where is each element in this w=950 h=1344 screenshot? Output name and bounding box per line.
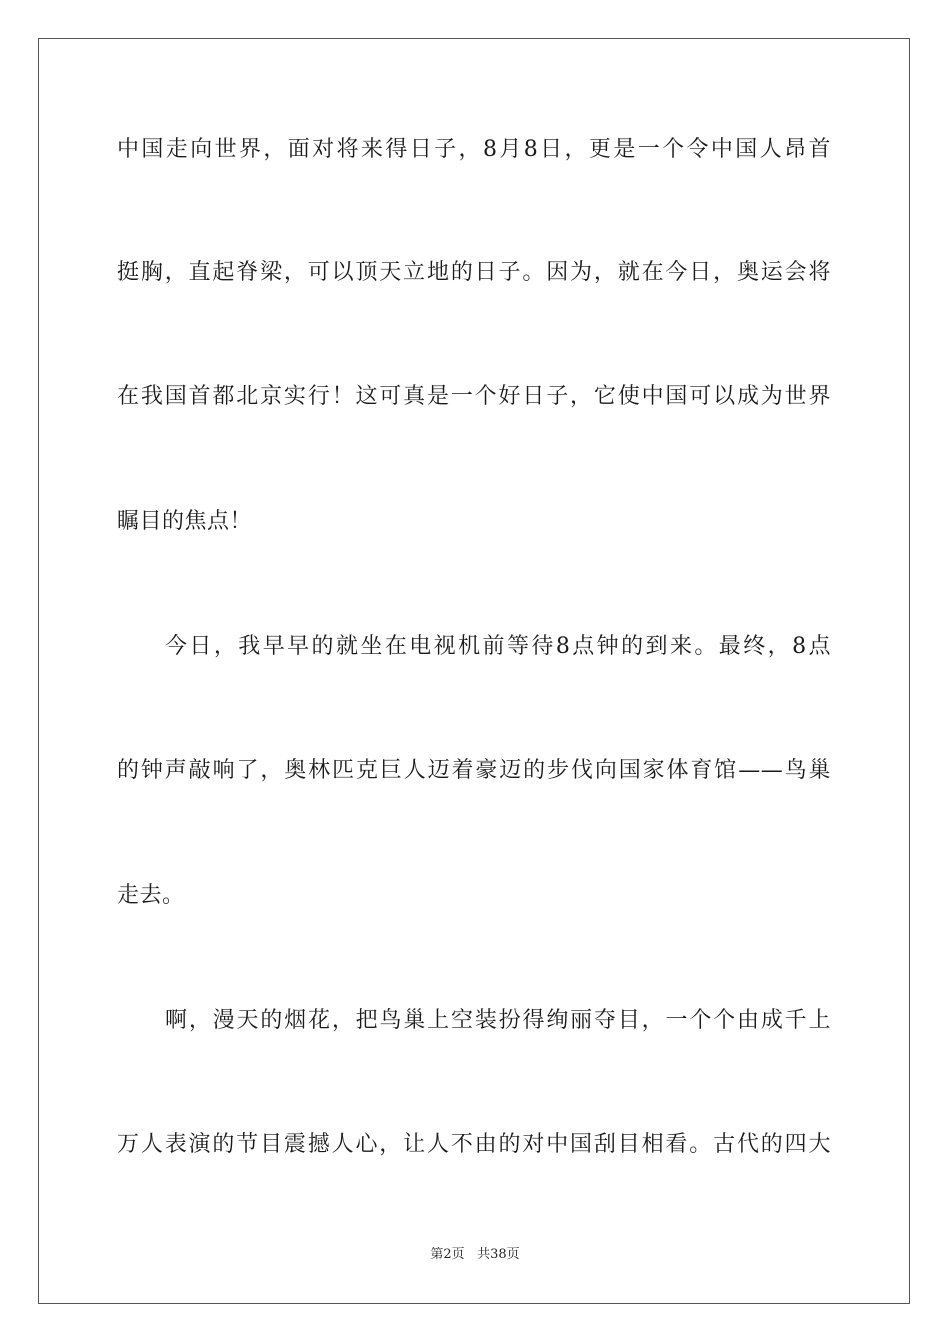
paragraph-first-line: 啊，漫天的烟花，把鸟巢上空装扮得绚丽夺目，一个个由成千上 [165,1008,831,1033]
text-line: 瞩目的焦点！ [117,509,253,534]
page-total: 共38页 [477,1247,520,1262]
text-line: 走去。 [117,883,185,908]
text-line: 万人表演的节目震撼人心，让人不由的对中国刮目相看。古代的四大 [117,1132,831,1157]
text-line: 挺胸，直起脊梁，可以顶天立地的日子。因为，就在今日，奥运会将 [117,260,831,285]
page-border [38,38,910,1304]
text-line: 在我国首都北京实行！这可真是一个好日子，它使中国可以成为世界 [117,384,831,409]
paragraph-first-line: 今日，我早早的就坐在电视机前等待8点钟的到来。最终，8点 [165,634,831,659]
page-footer [0,1246,950,1264]
text-line: 中国走向世界，面对将来得日子，8月8日，更是一个令中国人昂首 [117,137,831,162]
page-number: 第2页 [430,1247,465,1262]
text-line: 的钟声敲响了，奥林匹克巨人迈着豪迈的步伐向国家体育馆——鸟巢 [117,758,831,783]
